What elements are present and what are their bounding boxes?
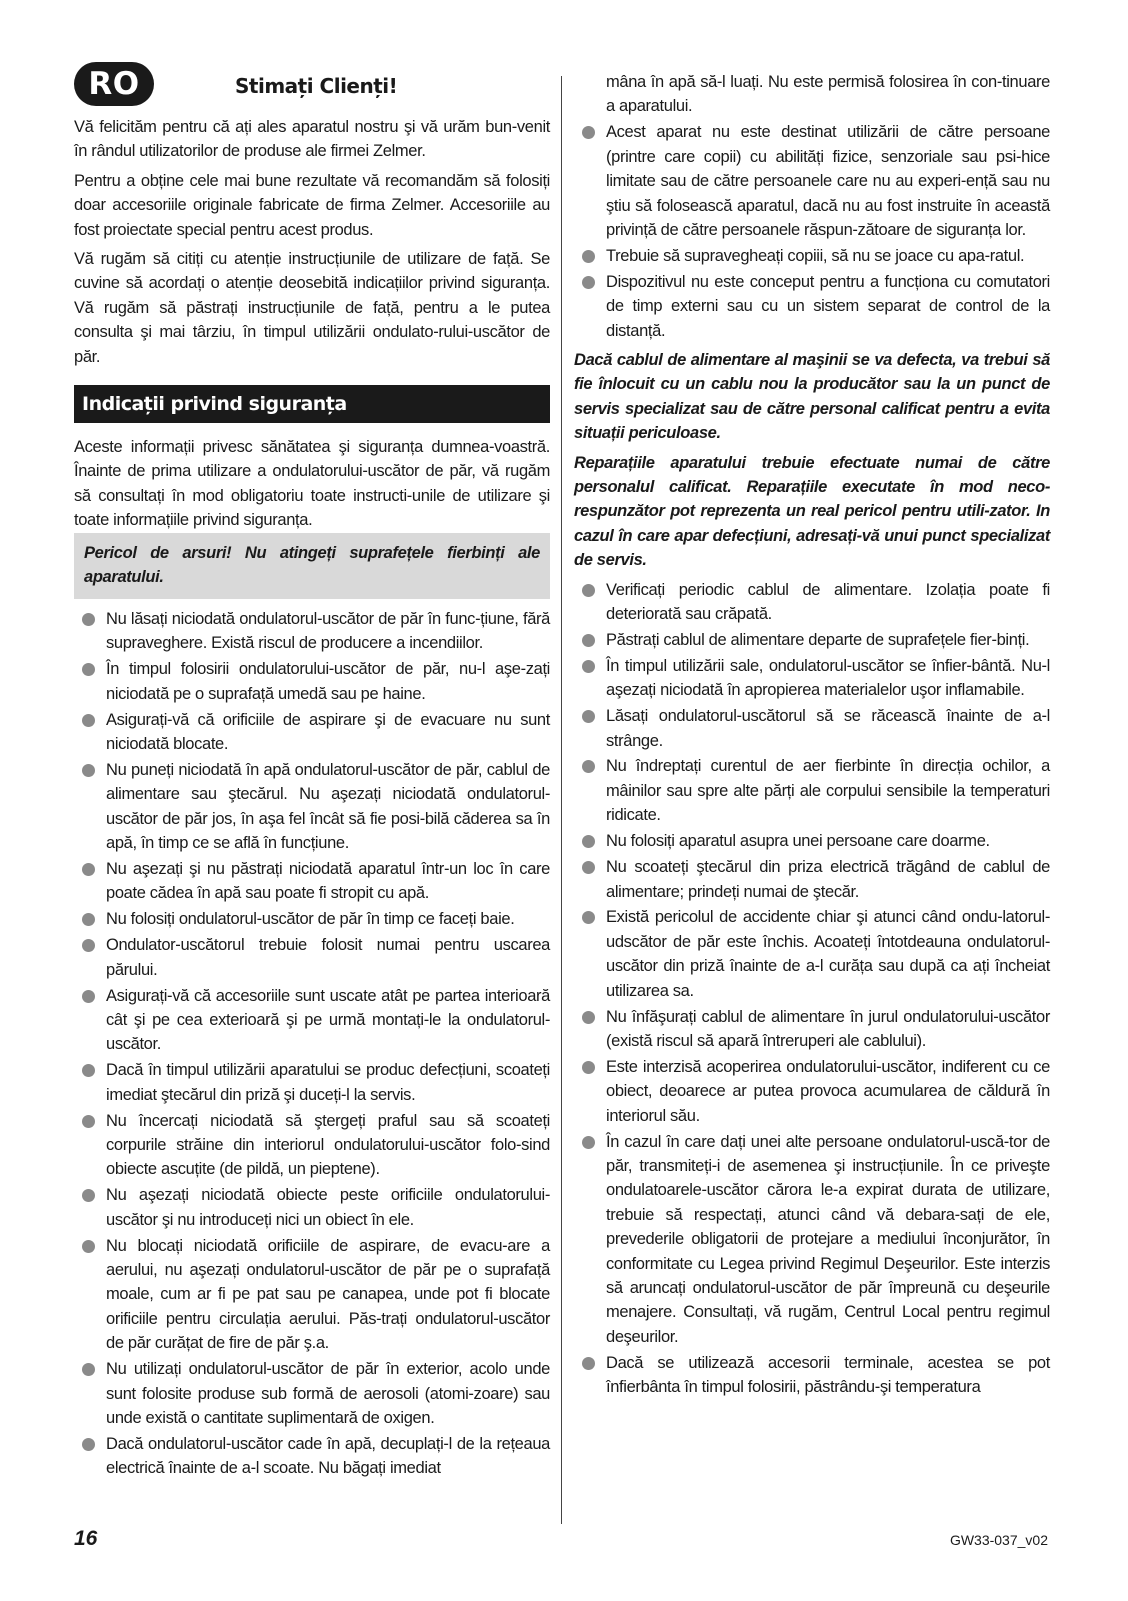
left-safety-list <box>74 607 550 1482</box>
bullet-icon <box>82 1064 95 1077</box>
bullet-icon <box>582 660 595 673</box>
list-item <box>574 1005 1050 1054</box>
list-item-text: În timpul utilizării sale, ondulatorul-uscător se înfier-bântă. Nu-l aşezați niciodată în apropierea materialelor uşor inflamabile. <box>606 656 1050 700</box>
list-item <box>574 1130 1050 1350</box>
list-item-text: Nu blocați niciodată orificiile de aspirare, de evacu-are a aerului, nu aşezați ondulatorul-uscător de păr pe o suprafață moale, cum ar fi pe pat sau pe canapea, unde pot fi blocate orificiile pentru circulația aerului. Păs-trați ondulatorul-uscător de păr curățat de fire de păr ş.a. <box>106 1236 550 1353</box>
bullet-icon <box>82 663 95 676</box>
page-number: 16 <box>74 1527 98 1550</box>
list-item <box>574 855 1050 904</box>
list-item-text: În timpul folosirii ondulatorului-uscător de păr, nu-l aşe-zați niciodată pe o suprafață umedă sau pe haine. <box>106 660 550 703</box>
right-column <box>574 70 1050 1401</box>
intro-section <box>74 115 550 374</box>
list-item-text: Este interzisă acoperirea ondulatorului-uscător, indiferent cu ce obiect, deoarece ar putea provoca acumularea de căldură în interiorul său. <box>606 1057 1050 1125</box>
list-item <box>74 984 550 1057</box>
list-item-text: Asigurați-vă că orificiile de aspirare şi de evacuare nu sunt niciodată blocate. <box>106 710 550 754</box>
list-item-text: Acest aparat nu este destinat utilizării de către persoane (printre care copii) cu abilități fizice, senzoriale sau psi-hice limitate sau de către persoanele care nu au experi-ență sau nu ştiu să folosească aparatul, dacă nu au fost instruite în această privință de către persoanele răspun-zătoare de siguranța lor. <box>606 123 1050 239</box>
list-item-text: Trebuie să supravegheați copiii, să nu se joace cu apa-ratul. <box>606 246 1025 265</box>
bullet-icon <box>82 1115 95 1128</box>
bullet-icon <box>82 1189 95 1202</box>
safety-intro-text: Aceste informații privesc sănătatea şi siguranța dumnea-voastră. Înainte de prima utilizare a ondulatorului-uscător de păr, vă rugăm să consultați în mod obligatoriu toate instructi-unile de utilizare şi toate informațiile privind siguranța. <box>74 438 550 530</box>
cable-replacement-notice: Dacă cablul de alimentare al maşinii se va defecta, va trebui să fie înlocuit cu un cablu nou la producător sau la un punct de servis specializat sau de către personal calificat pentru a evita situații periculoase. <box>574 350 1050 443</box>
bullet-icon <box>582 126 595 139</box>
list-item <box>74 1357 550 1430</box>
bullet-icon <box>582 584 595 597</box>
bullet-icon <box>82 764 95 777</box>
list-item <box>574 120 1050 242</box>
list-item-text: Nu folosiți ondulatorul-uscător de păr în timp ce faceți baie. <box>106 910 515 929</box>
bullet-icon <box>582 1011 595 1024</box>
list-item-text: Nu puneți niciodată în apă ondulatorul-uscător de păr, cablul de alimentare sau ştecărul. Nu aşezați niciodată ondulatorul-uscător de păr jos, în aşa fel încât să fie posi-bilă căderea sa în apă, în timp ce se află în funcțiune. <box>106 760 550 853</box>
bullet-icon <box>582 861 595 874</box>
list-item <box>574 628 1050 652</box>
list-item <box>74 1109 550 1182</box>
list-item <box>574 829 1050 853</box>
intro-paragraph: Vă rugăm să citiți cu atenție instrucțiunile de utilizare de față. Se cuvine să acordați o atenție deosebită indicațiilor privind siguranța. Vă rugăm să păstrați instrucțiunile de față, pentru a le putea consulta şi mai târziu, în timpul utilizării ondulato-rului-uscător de păr. <box>74 250 550 366</box>
list-item <box>574 654 1050 703</box>
list-item-text: mâna în apă să-l luați. Nu este permisă folosirea în con-tinuare a aparatului. <box>606 73 1050 116</box>
list-item <box>574 905 1050 1003</box>
burn-warning-box <box>74 533 550 599</box>
list-item-text: Există pericolul de accidente chiar şi atunci când ondu-latorul-udscător de păr este închis. Acoateți întotdeauna ondulatorul-uscător din priză înainte de a-l curăța sau după ca ați încheiat utilizarea sa. <box>606 908 1050 1000</box>
list-item-text: Nu aşezați şi nu păstrați niciodată aparatul într-un loc în care poate cădea în apă sau poate fi stropit cu apă. <box>106 860 550 903</box>
bullet-icon <box>582 1061 595 1074</box>
list-item-text: Păstrați cablul de alimentare departe de suprafețele fier-binți. <box>606 630 1030 649</box>
bullet-icon <box>82 863 95 876</box>
bullet-icon <box>82 1240 95 1253</box>
list-item-text: Nu folosiți aparatul asupra unei persoane care doarme. <box>606 832 990 851</box>
list-item-text: Nu utilizați ondulatorul-uscător de păr în exterior, acolo unde sunt folosite produse sub formă de aerosoli (atomi-zoare) sau unde există o cantitate suplimentară de oxigen. <box>106 1360 550 1427</box>
list-item-text: Nu încercați niciodată să ştergeți praful sau să scoateți corpurile străine din interiorul ondulatorului-uscător folo-sind obiecte ascuțite (de pildă, un pieptene). <box>106 1111 550 1179</box>
list-item <box>74 907 550 931</box>
list-item <box>574 578 1050 627</box>
list-item <box>74 857 550 906</box>
bullet-icon <box>582 1136 595 1149</box>
list-item-text: Lăsați ondulatorul-uscătorul să se răcească înainte de a-l strânge. <box>606 707 1050 750</box>
list-item-text: Ondulator-uscătorul trebuie folosit numai pentru uscarea părului. <box>106 936 550 979</box>
list-item <box>74 607 550 656</box>
list-item <box>574 270 1050 343</box>
bullet-icon <box>582 634 595 647</box>
bullet-icon <box>82 1438 95 1451</box>
list-item <box>74 1234 550 1356</box>
list-item-text: Dacă în timpul utilizării aparatului se produc defecțiuni, scoateți imediat ştecărul din priză şi duceți-l la servis. <box>106 1061 550 1104</box>
list-item <box>74 1183 550 1232</box>
list-item <box>574 704 1050 753</box>
bullet-icon <box>82 913 95 926</box>
language-badge: RO <box>74 62 154 106</box>
bullet-icon <box>582 835 595 848</box>
list-item-text: Dispozitivul nu este conceput pentru a funcționa cu comutatori de timp externi sau cu un sistem separat de control de la distanță. <box>606 272 1050 340</box>
list-item <box>574 1055 1050 1128</box>
intro-paragraph: Pentru a obține cele mai bune rezultate vă recomandăm să folosiți doar accesoriile originale fabricate de firma Zelmer. Accesoriile au fost proiectate special pentru acest produs. <box>74 171 550 239</box>
list-item-text: Dacă ondulatorul-uscător cade în apă, decuplați-l de la rețeaua electrică înainte de a-l scoate. Nu băgați imediat <box>106 1434 550 1478</box>
repair-notice: Reparațiile aparatului trebuie efectuate numai de către personalul calificat. Reparațiile executate în mod neco-respunzător pot reprezenta un real pericol pentru utili-zator. In cazul în care apar defecțiuni, adresați-vă unui punct specializat de servis. <box>574 453 1050 570</box>
list-item <box>74 708 550 757</box>
bullet-icon <box>582 710 595 723</box>
bullet-icon <box>582 250 595 263</box>
list-item-text: Nu înfăşurați cablul de alimentare în jurul ondulatorului-uscător (există riscul să apară întreruperi ale cablului). <box>606 1007 1050 1050</box>
list-item-text: Nu îndreptați curentul de aer fierbinte în direcția ochilor, a mâinilor sau spre alte părți ale corpului sensibile la temperaturi ridicate. <box>606 757 1050 825</box>
safety-intro <box>74 435 550 538</box>
bullet-icon <box>82 714 95 727</box>
continued-item <box>574 70 1050 119</box>
bullet-icon <box>82 939 95 952</box>
list-item <box>74 1058 550 1107</box>
list-item <box>574 754 1050 827</box>
list-item <box>574 244 1050 268</box>
greeting-title: Stimați Clienți! <box>235 74 398 98</box>
safety-heading: Indicații privind siguranța <box>74 385 550 423</box>
column-divider <box>561 76 562 1524</box>
list-item-text: Nu lăsați niciodată ondulatorul-uscător de păr în func-țiune, fără supraveghere. Există riscul de producere a incendiilor. <box>106 610 550 653</box>
list-item-text: Asigurați-vă că accesoriile sunt uscate atât pe partea interioară cât şi pe cea exterioară şi pe urmă montați-le la ondulatorul-uscător. <box>106 986 550 1054</box>
bullet-icon <box>582 760 595 773</box>
bullet-icon <box>82 613 95 626</box>
list-item-text: În cazul în care dați unei alte persoane ondulatorul-uscă-tor de păr, transmiteți-i de asemenea şi instrucțiunile. În ce priveşte ondulatoarele-uscător cărora le-a expirat durata de utilizare, trebuie să respectați, atunci când vă debara-sați de ele, prevederile obligatorii de protejare a mediului înconjurător, în conformitate cu Legea privind Regimul Deşeurilor. Este interzis să aruncați ondulatorul-uscător de păr împreună cu deşeurile menajere. Consultați, vă rugăm, Centrul Local pentru regimul deşeurilor. <box>606 1132 1050 1346</box>
bullet-icon <box>582 276 595 289</box>
list-item <box>574 1351 1050 1400</box>
list-item <box>74 758 550 856</box>
list-item-text: Nu aşezați niciodată obiecte peste orificiile ondulatorului-uscător şi nu introduceți nici un obiect în ele. <box>106 1186 550 1229</box>
bullet-icon <box>582 1357 595 1370</box>
bullet-icon <box>82 990 95 1003</box>
list-item-text: Verificați periodic cablul de alimentare. Izolația poate fi deteriorată sau crăpată. <box>606 580 1050 624</box>
intro-paragraph: Vă felicităm pentru că ați ales aparatul nostru şi vă urăm bun-venit în rândul utilizatorilor de produse ale firmei Zelmer. <box>74 118 550 161</box>
list-item-text: Nu scoateți ştecărul din priza electrică trăgând de cablul de alimentare; prindeți numai de ştecăr. <box>606 858 1050 901</box>
list-item-text: Dacă se utilizează accesorii terminale, acestea se pot înfierbânta în timpul folosirii, păstrându-şi temperatura <box>606 1353 1050 1397</box>
bullet-icon <box>82 1363 95 1376</box>
burn-warning-text: Pericol de arsuri! Nu atingeți suprafețele fierbinți ale aparatului. <box>84 544 540 587</box>
bullet-icon <box>582 911 595 924</box>
list-item <box>74 657 550 706</box>
list-item <box>74 933 550 982</box>
document-code: GW33-037_v02 <box>949 1532 1048 1548</box>
list-item <box>74 1432 550 1481</box>
